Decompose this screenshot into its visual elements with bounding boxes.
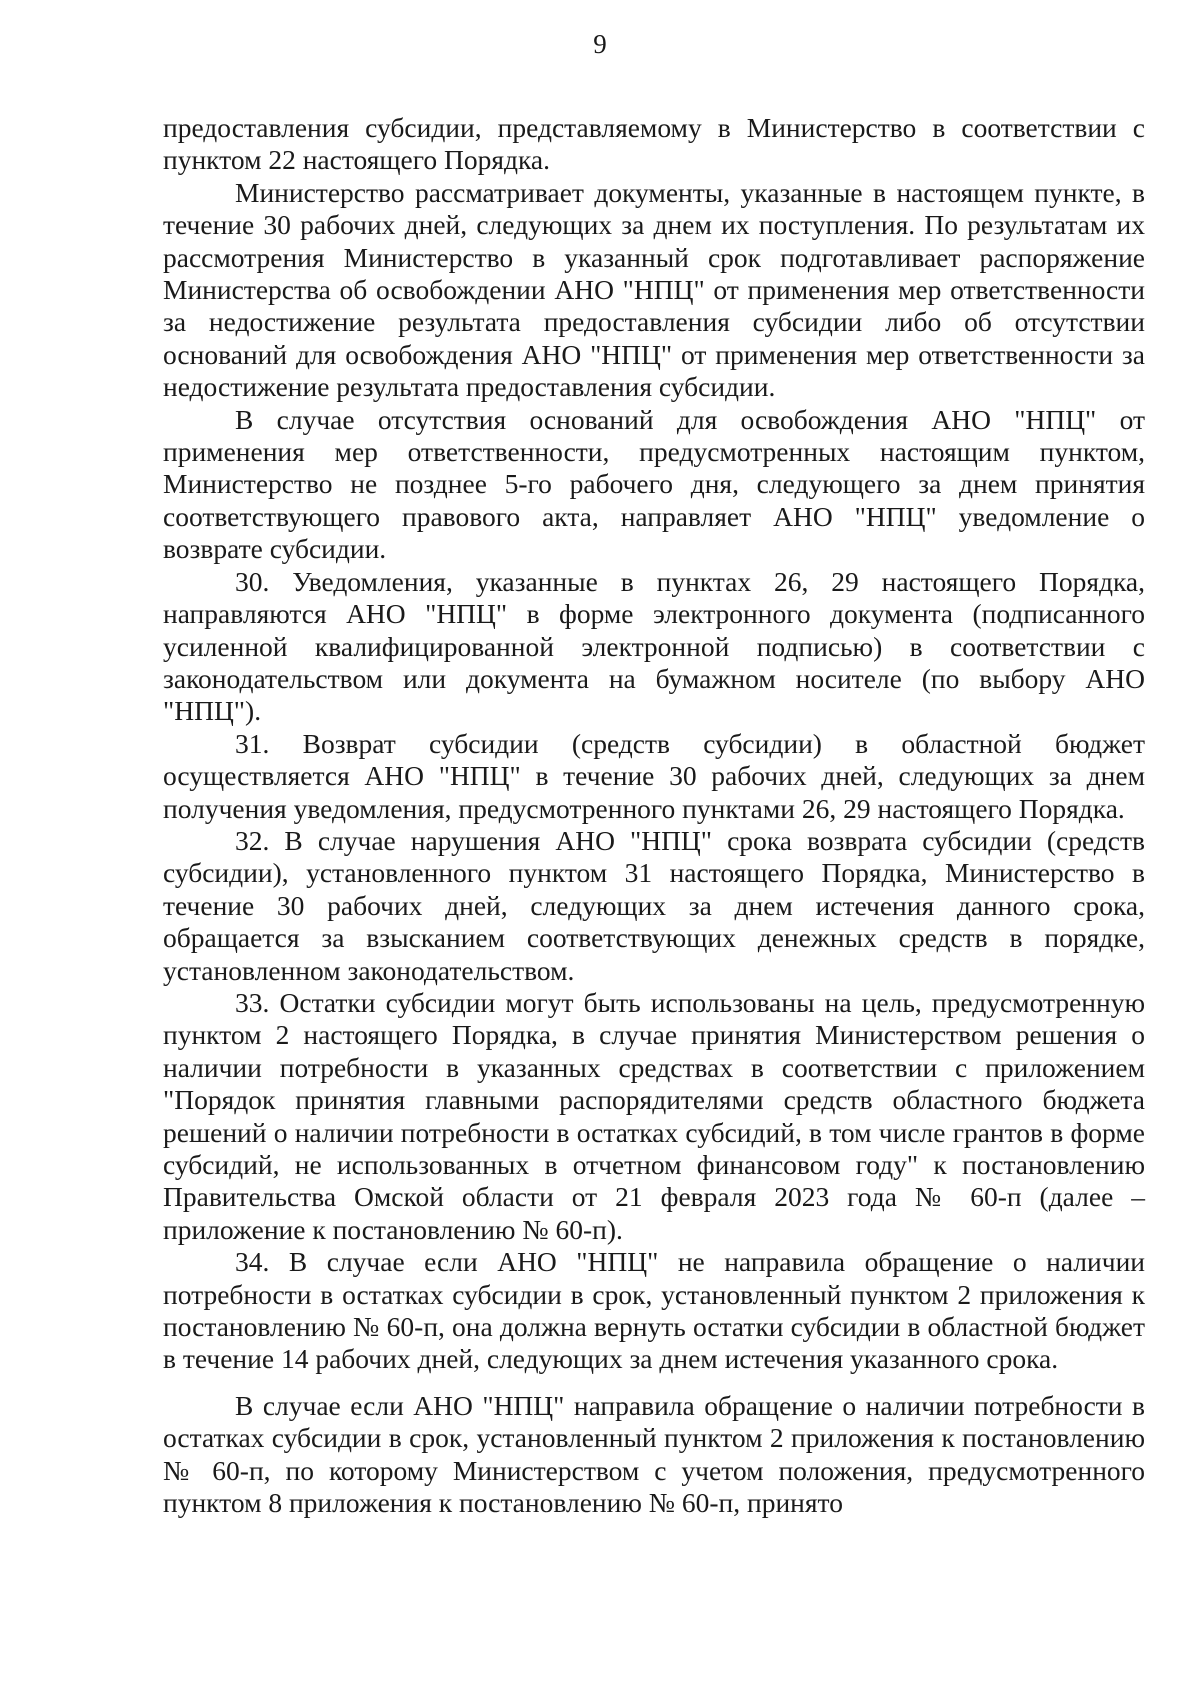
page-number: 9 <box>593 29 607 59</box>
paragraph-item-32: 32. В случае нарушения АНО "НПЦ" срока возврата субсидии (средств субсидии), установленного пунктом 31 настоящего Порядка, Министерство в течение 30 рабочих дней, следующих за днем истечения данного срока, обращается за взысканием соответствующих денежных средств в порядке, установленном законодательством. <box>163 824 1145 986</box>
paragraph-item-33: 33. Остатки субсидии могут быть использованы на цель, предусмотренную пунктом 2 настоящего Порядка, в случае принятия Министерством решения о наличии потребности в указанных средствах в соответствии с приложением "Порядок принятия главными распорядителями средств областного бюджета решений о наличии потребности в остатках субсидий, в том числе грантов в форме субсидий, не использованных в отчетном финансовом году" к постановлению Правительства Омской области от 21 февраля 2023 года № 60-п (далее – приложение к постановлению № 60-п). <box>163 986 1145 1245</box>
paragraph-continuation: предоставления субсидии, представляемому в Министерство в соответствии с пунктом 22 настоящего Порядка. <box>163 112 1145 176</box>
paragraph-ministry-review: Министерство рассматривает документы, указанные в настоящем пункте, в течение 30 рабочих дней, следующих за днем их поступления. По результатам их рассмотрения Министерство в указанный срок подготавливает распоряжение Министерства об освобождении АНО "НПЦ" от применения мер ответственности за недостижение результата предоставления субсидии либо об отсутствии оснований для освобождения АНО "НПЦ" от применения мер ответственности за недостижение результата предоставления субсидии. <box>163 176 1145 403</box>
document-body <box>163 112 1145 1519</box>
paragraph-item-30: 30. Уведомления, указанные в пунктах 26, 29 настоящего Порядка, направляются АНО "НПЦ" в форме электронного документа (подписанного усиленной квалифицированной электронной подписью) в соответствии с законодательством или документа на бумажном носителе (по выбору АНО "НПЦ"). <box>163 565 1145 727</box>
paragraph-item-31: 31. Возврат субсидии (средств субсидии) в областной бюджет осуществляется АНО "НПЦ" в течение 30 рабочих дней, следующих за днем получения уведомления, предусмотренного пунктами 26, 29 настоящего Порядка. <box>163 727 1145 824</box>
paragraph-no-grounds: В случае отсутствия оснований для освобождения АНО "НПЦ" от применения мер ответственности, предусмотренных настоящим пунктом, Министерство не позднее 5-го рабочего дня, следующего за днем принятия соответствующего правового акта, направляет АНО "НПЦ" уведомление о возврате субсидии. <box>163 403 1145 565</box>
paragraph-item-34-cont: В случае если АНО "НПЦ" направила обращение о наличии потребности в остатках субсидии в срок, установленный пунктом 2 приложения к постановлению № 60-п, по которому Министерством с учетом положения, предусмотренного пунктом 8 приложения к постановлению № 60-п, принято <box>163 1389 1145 1519</box>
paragraph-item-34: 34. В случае если АНО "НПЦ" не направила обращение о наличии потребности в остатках субсидии в срок, установленный пунктом 2 приложения к постановлению № 60-п, она должна вернуть остатки субсидии в областной бюджет в течение 14 рабочих дней, следующих за днем истечения указанного срока. <box>163 1246 1145 1375</box>
